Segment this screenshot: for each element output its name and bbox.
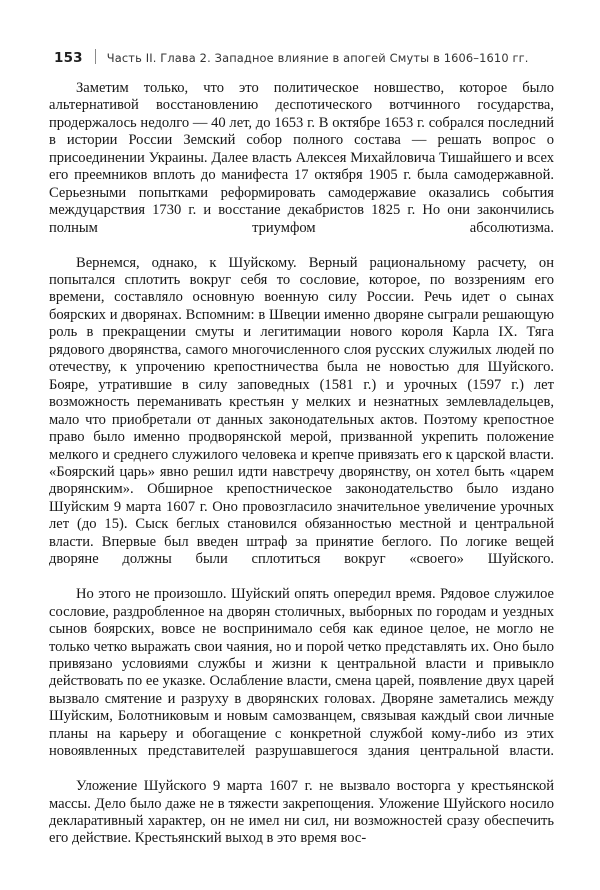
paragraph: Вернемся, однако, к Шуйскому. Верный рациональному расчету, он попытался сплотить вокруг себя то сословие, которое, по воззрениям его времени, составляло основную военную силу России. Речь идет о сынах боярских и дворянах. Вспомним: в Швеции именно дворяне сыграли решающую роль в прекращении смуты и легитимации нового короля Карла IX. Тяга рядового дворянства, самого многочисленного слоя русских служилых людей по отечеству, к упрочению крепостничества была не новостью для Шуйского. Бояре, утратившие в силу заповедных (1581 г.) и урочных (1597 г.) лет возможность переманивать крестьян у мелких и незнатных землевладельцев, мало что приобретали от данных законодательных актов. Поэтому крепостное право было именно продворянской мерой, призванной укрепить положение мелкого и среднего служилого человека и крепче привязать его к царской власти. «Боярский царь» явно решил идти навстречу дворянству, он хотел быть «царем дворянским». Обширное крепостническое законодательство было издано Шуйским 9 марта 1607 г. Оно провозгласило значительное увеличение урочных лет (до 15). Сыск беглых становился обязанностью местной и центральной власти. Впервые был введен штраф за принятие беглого. По логике вещей дворяне должны были сплотиться вокруг «своего» Шуйского. (49, 254, 554, 568)
paragraph: Заметим только, что это политическое новшество, которое было альтернативой восстановлению деспотического вотчинного государства, продержалось недолго — 40 лет, до 1653 г. В октябре 1653 г. собрался последний в истории России Земский собор полного состава — решать вопрос о присоединении Украины. Далее власть Алексея Михайловича Тишайшего и всех его преемников вплоть до манифеста 17 октября 1905 г. была самодержавной. Серьезными попытками реформировать самодержавие оказались события междуцарствия 1730 г. и восстание декабристов 1825 г. Но они закончились полным триумфом абсолютизма. (49, 80, 554, 236)
paragraph: Но этого не произошло. Шуйский опять опередил время. Рядовое служилое сословие, раздробленное на дворян столичных, выборных по городам и уездных сынов боярских, вовсе не воспринимало себя как единое целое, не могло не только четко выражать свои чаяния, но и порой четко представлять их. Оно было привязано условиями службы и жизни к центральной власти и привыкло действовать по ее указке. Ослабление власти, смена царей, появление двух царей вызвало смятение и разруху в дворянских головах. Дворяне заметались между Шуйским, Болотниковым и новым самозванцем, связывая каждый свои личные планы на карьеру и обогащение с конкретной службой кому-либо из этих новоявленных представителей разрушавшегося здания центральной власти. (49, 586, 554, 760)
running-head (54, 47, 554, 66)
paragraph: Уложение Шуйского 9 марта 1607 г. не вызвало восторга у крестьянской массы. Дело было даже не в тяжести закрепощения. Уложение Шуйского носило декларативный характер, он не имел ни сил, ни возможностей сразу обеспечить его действие. Крестьянский выход в это время вос- (49, 778, 554, 847)
running-head-divider (95, 49, 96, 64)
running-head-title: Часть II. Глава 2. Западное влияние в апогей Смуты в 1606–1610 гг. (106, 51, 529, 65)
page-number: 153 (54, 50, 83, 66)
body-text-block (49, 80, 554, 848)
